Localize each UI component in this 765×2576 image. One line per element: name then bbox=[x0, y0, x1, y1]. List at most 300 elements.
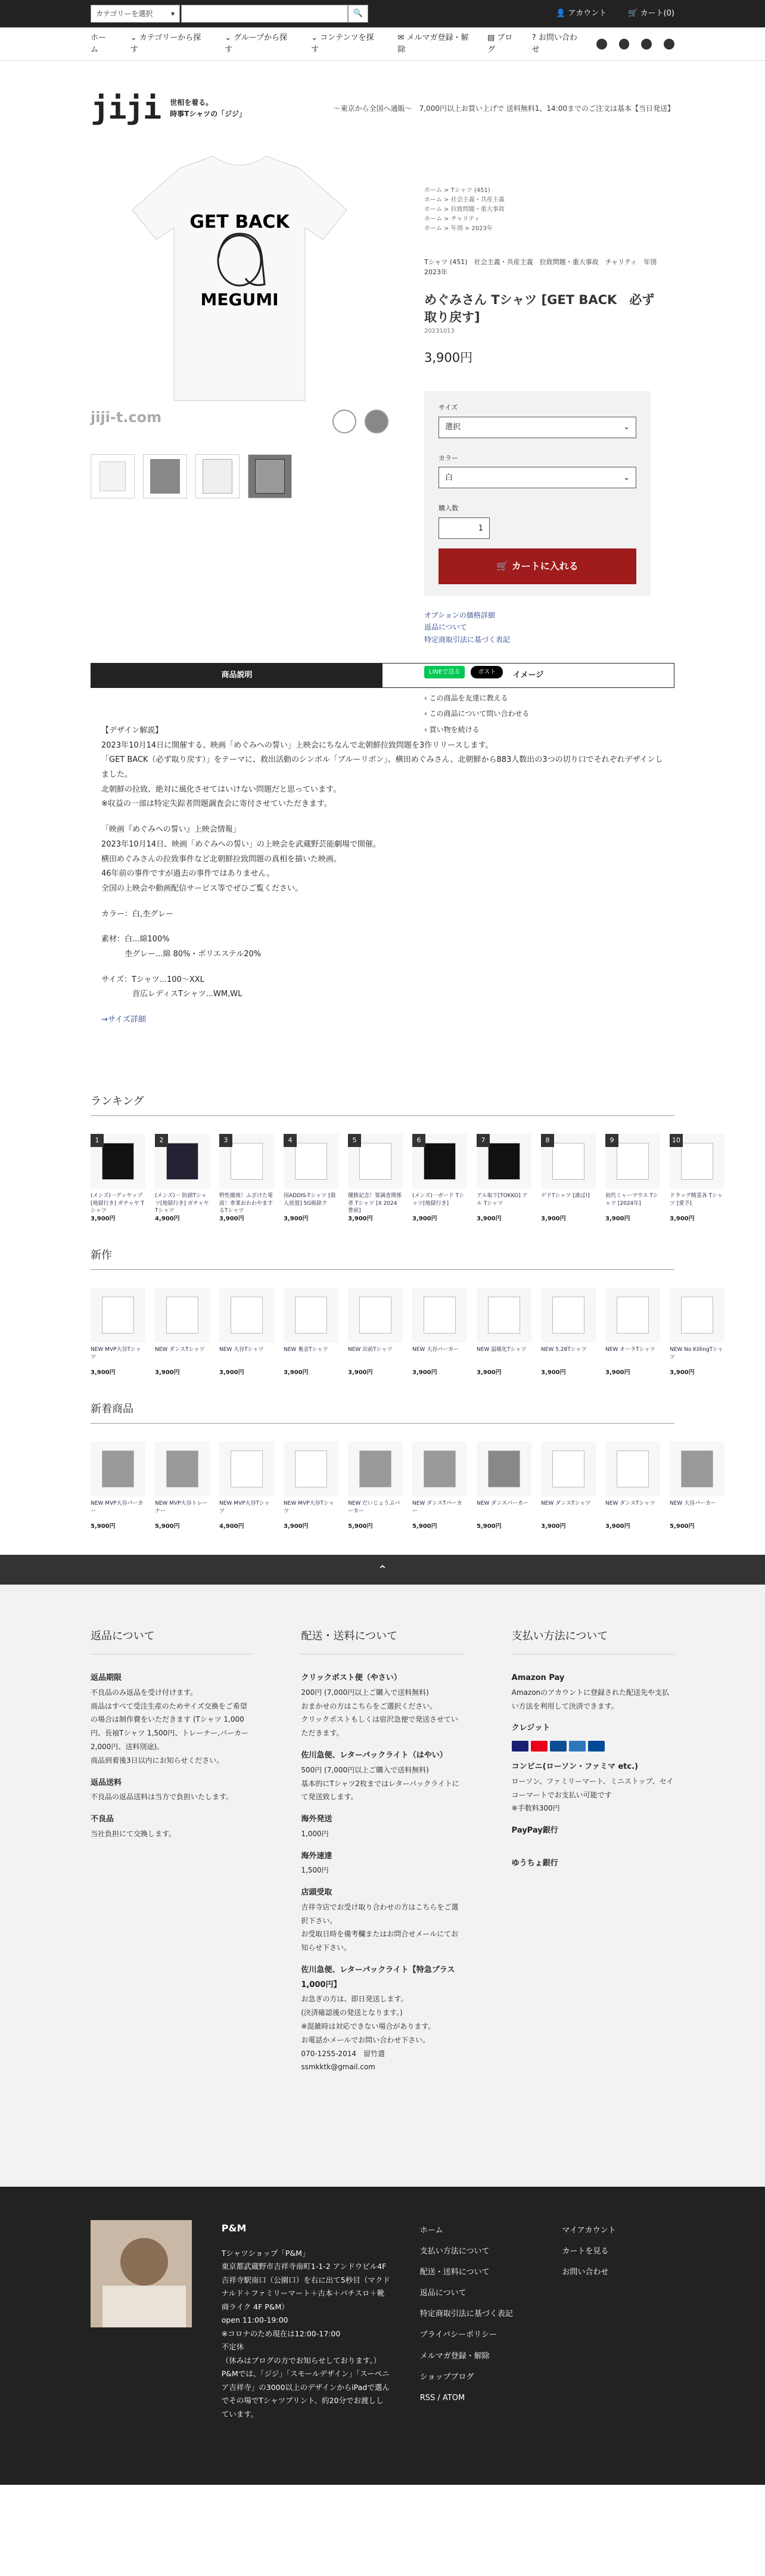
product-card[interactable] bbox=[670, 1442, 724, 1531]
product-thumbnail[interactable] bbox=[605, 1134, 660, 1189]
tab-image[interactable]: イメージ bbox=[512, 671, 544, 680]
tshirt-illustration bbox=[108, 144, 371, 407]
shirt-thumb bbox=[681, 1297, 713, 1334]
product-name[interactable]: NEW MVP大谷Tシャツ bbox=[219, 1501, 270, 1514]
mail-link[interactable] bbox=[397, 32, 475, 55]
product-name[interactable]: NEW だいじょうぶパーカー bbox=[348, 1501, 400, 1514]
product-name[interactable]: NEW MVP大谷Tシャツ bbox=[284, 1501, 334, 1514]
product-thumbnail[interactable] bbox=[670, 1134, 724, 1189]
diners-icon bbox=[588, 1741, 605, 1752]
product-thumbnail[interactable] bbox=[348, 1442, 403, 1496]
convenience-heading: コンビニ(ローソン・ファミマ etc.) bbox=[511, 1762, 638, 1772]
product-card[interactable] bbox=[605, 1442, 660, 1531]
thumbnail-white[interactable] bbox=[91, 454, 135, 498]
product-card[interactable] bbox=[412, 1134, 467, 1223]
express-text: お急ぎの方は、即日発送します。 (決済確認後の発送となります。) ※混雑時は対応できない場合があります。 お電話かメールでお問い合わせ下さい。 070-1255-2014 留竹遣 ssmkktk@gmail.com bbox=[301, 1995, 436, 2072]
convenience-text: ローソン、ファミリーマート、ミニストップ、セイコーマートでお支払い可能です ※手数料300円 bbox=[511, 1777, 674, 1813]
add-to-cart-label: カートに入れる bbox=[511, 560, 579, 572]
x-share-button[interactable]: ポスト bbox=[471, 666, 503, 678]
payment-column bbox=[512, 1626, 674, 2145]
product-thumbnail[interactable] bbox=[477, 1442, 531, 1496]
shirt-thumb bbox=[231, 1297, 263, 1334]
product-name[interactable]: NEW ダンスTシャツ bbox=[541, 1501, 591, 1506]
footer-link[interactable]: お問い合わせ bbox=[562, 2268, 609, 2277]
size-value: 選択 bbox=[445, 423, 461, 432]
jcb-icon bbox=[550, 1741, 567, 1752]
product-price: 4,900円 bbox=[155, 1216, 180, 1222]
product-thumbnail[interactable] bbox=[219, 1442, 274, 1496]
product-card[interactable] bbox=[155, 1442, 210, 1531]
shirt-thumb bbox=[552, 1297, 584, 1334]
product-price: 3,900円 bbox=[284, 1523, 309, 1530]
product-thumbnail[interactable] bbox=[155, 1442, 210, 1496]
shirt-text-bottom: MEGUMI bbox=[200, 290, 279, 309]
shirt-thumb bbox=[166, 1297, 198, 1334]
option-price-link[interactable]: オプションの価格詳細 bbox=[424, 610, 495, 619]
footer-link[interactable]: マイアカウント bbox=[562, 2226, 616, 2235]
scroll-top-button[interactable] bbox=[0, 1555, 765, 1585]
breadcrumb-item[interactable]: ホーム > チャリティ bbox=[424, 216, 480, 222]
swatch-gray[interactable] bbox=[365, 410, 388, 433]
product-thumbnail[interactable] bbox=[605, 1442, 660, 1496]
footer-link[interactable]: RSS / ATOM bbox=[419, 2393, 465, 2403]
nav-category-label: カテゴリーから探す bbox=[130, 33, 201, 54]
product-card[interactable] bbox=[91, 1442, 145, 1531]
clickpost-heading: クリックポスト便（やさい） bbox=[301, 1673, 402, 1683]
product-thumbnail[interactable] bbox=[284, 1134, 338, 1189]
sagawa-heading: 佐川急便、レターパックライト（はやい） bbox=[301, 1751, 447, 1760]
product-thumbnail[interactable] bbox=[477, 1288, 531, 1343]
returns-link[interactable]: 返品について bbox=[424, 623, 467, 632]
product-price: 3,900円 bbox=[348, 1216, 373, 1222]
footer-link[interactable]: ホーム bbox=[419, 2226, 443, 2235]
product-thumbnail[interactable] bbox=[541, 1442, 596, 1496]
mail-icon: ✉ bbox=[397, 33, 407, 42]
arrivals-title: 新着商品 bbox=[91, 1401, 674, 1424]
shirt-thumb bbox=[552, 1450, 584, 1487]
nav-category[interactable] bbox=[130, 32, 208, 55]
ranking-grid bbox=[91, 1134, 723, 1223]
color-label: カラー bbox=[439, 454, 458, 462]
cart-icon: 🛒 bbox=[496, 560, 512, 572]
footer-links-main bbox=[420, 2220, 533, 2451]
product-thumbnail[interactable] bbox=[541, 1288, 596, 1343]
product-name[interactable]: NEW オーラTシャツ bbox=[605, 1347, 655, 1353]
product-thumbnail[interactable] bbox=[412, 1134, 467, 1189]
product-price: 3,900円 bbox=[91, 1216, 116, 1222]
qty-label: 購入数 bbox=[439, 504, 458, 513]
product-thumbnail[interactable] bbox=[155, 1288, 210, 1343]
returns-period-text: 不良品のみ返品を受け付けます。 商品はすべて受注生産のためサイズ交換をご希望の場合は制作費をいただきます (Tシャツ 1,000円、長袖Tシャツ 1,500円、トレーナー,パーカー 2,000円、送料別途)。 商品到着後3日以内にお知らせください。 bbox=[91, 1688, 248, 1765]
product-name[interactable]: NEW ダンスTパーカー bbox=[412, 1501, 462, 1514]
design-explanation: 【デザイン解説】 2023年10月14日に開催する、映画「めぐみへの誓い」上映会にちなんで北朝鮮拉致問題を3作リリースします。 「GET BACK（必ず取り戻す）」をテーマに、救出活動のシンボル「ブルーリボン」、横田めぐみさん、北朝鮮から883人数出の3つの切り口でそれぞれデザインしました。 北朝鮮の拉致、絶対に風化させてはいけない問題だと思っています。 ※収益の一部は特定失踪者問題調査会に寄付させていただきます。 bbox=[101, 726, 663, 809]
product-card[interactable] bbox=[412, 1288, 467, 1377]
product-name[interactable]: NEW 大谷パーカー bbox=[670, 1501, 716, 1506]
color-select[interactable] bbox=[439, 467, 636, 488]
facebook-icon[interactable] bbox=[641, 39, 652, 49]
action-links bbox=[424, 690, 663, 737]
product-name[interactable]: 野性撤廃！ふざけた電波！専業おわわやまするTシャツ bbox=[219, 1193, 273, 1214]
shirt-thumb bbox=[295, 1450, 327, 1487]
footer-link[interactable]: 支払い方法について bbox=[419, 2247, 490, 2256]
rank-badge: 5 bbox=[348, 1134, 361, 1147]
product-price: 3,900円 bbox=[219, 1216, 244, 1222]
rank-badge: 9 bbox=[605, 1134, 618, 1147]
defective-text: 当社負担にて交換します。 bbox=[91, 1829, 176, 1838]
amazonpay-heading: Amazon Pay bbox=[511, 1673, 565, 1683]
product-thumbnail[interactable] bbox=[670, 1442, 724, 1496]
product-name[interactable]: NEW ダンスTシャツ bbox=[605, 1501, 655, 1506]
product-gallery bbox=[91, 138, 400, 663]
chevron-down-icon: ▾ bbox=[170, 10, 175, 18]
share-buttons bbox=[424, 666, 663, 678]
product-card[interactable] bbox=[155, 1134, 210, 1223]
store-name: P&M bbox=[221, 2222, 247, 2234]
product-thumbnail[interactable] bbox=[91, 1134, 145, 1189]
site-header bbox=[0, 61, 765, 138]
shirt-thumb bbox=[681, 1450, 713, 1487]
product-name[interactable]: NEW ダンスTシャツ bbox=[155, 1347, 205, 1353]
screening-info: 「映画『めぐみへの誓い』上映会情報」 2023年10月14日、映画「めぐみへの誓い」の上映会を武蔵野芸能劇場で開催。 横田めぐみさんの拉致事件など北朝鮮拉致問題の真相を描いた映画。 46年前の事件ですが過去の事件ではありません。 全国の上映会や動画配信サービス等でぜひご覧ください。 bbox=[101, 825, 381, 893]
shirt-thumb bbox=[295, 1143, 327, 1180]
product-card[interactable] bbox=[284, 1442, 338, 1531]
user-icon: 👤 bbox=[556, 9, 568, 18]
product-name[interactable]: NEW 大谷Tシャツ bbox=[219, 1347, 264, 1353]
thumbnails bbox=[91, 454, 400, 498]
product-price: 3,900円 bbox=[412, 1369, 437, 1376]
product-price: 3,900円 bbox=[348, 1369, 373, 1376]
clickpost-text: 200円 (7,000円以上ご購入で送料無料) おまかせの方はこちらをご選択ください。 クリックポストもしくは宿沢急便で発送させていただきます。 bbox=[301, 1688, 458, 1738]
thumbnail-gray-print[interactable] bbox=[248, 454, 292, 498]
product-card[interactable] bbox=[91, 1288, 145, 1377]
mastercard-icon bbox=[531, 1741, 548, 1752]
contact-link[interactable] bbox=[532, 32, 584, 55]
returns-period-heading: 返品期限 bbox=[91, 1673, 122, 1683]
footer-links-account bbox=[562, 2220, 674, 2451]
product-price: 3,900円 bbox=[284, 1216, 309, 1222]
product-thumbnail[interactable] bbox=[219, 1288, 274, 1343]
shirt-thumb bbox=[102, 1297, 134, 1334]
product-name[interactable]: 優勝記念！要調査関係者 Tシャツ [X 2024 豊前] bbox=[348, 1193, 402, 1214]
paypay-heading: PayPay銀行 bbox=[511, 1826, 558, 1836]
amex-icon bbox=[569, 1741, 586, 1752]
product-thumbnail[interactable] bbox=[412, 1442, 467, 1496]
continue-shopping-link[interactable] bbox=[424, 722, 663, 737]
product-card[interactable] bbox=[670, 1134, 724, 1223]
thumbnail-gray-model[interactable] bbox=[143, 454, 187, 498]
product-tags[interactable]: Tシャツ (451) 社会主義・共産主義 拉致問題・重大事故 チャリティ 年別 2023年 bbox=[424, 258, 664, 276]
youtube-icon[interactable] bbox=[619, 39, 630, 49]
product-card[interactable] bbox=[219, 1134, 274, 1223]
footer-link[interactable]: メルマガ登録・解除 bbox=[419, 2351, 490, 2361]
search-input[interactable] bbox=[181, 5, 348, 23]
product-card[interactable] bbox=[412, 1442, 467, 1531]
product-card[interactable] bbox=[284, 1134, 338, 1223]
cart-link[interactable] bbox=[628, 8, 674, 20]
breadcrumb-item[interactable]: ホーム > Tシャツ (451) bbox=[424, 187, 490, 194]
shirt-thumb bbox=[681, 1143, 713, 1180]
main-nav bbox=[0, 27, 765, 61]
blog-link[interactable] bbox=[487, 32, 520, 55]
swatch-white[interactable] bbox=[332, 410, 356, 433]
tell-friend-label: この商品を友達に教える bbox=[429, 693, 508, 702]
size-detail-link[interactable]: →サイズ詳細 bbox=[101, 1015, 146, 1024]
x-icon[interactable] bbox=[596, 39, 607, 49]
product-thumbnail[interactable] bbox=[284, 1442, 338, 1496]
shipping-column bbox=[301, 1626, 464, 2145]
footer-link[interactable]: プライバシーポリシー bbox=[419, 2330, 497, 2340]
shirt-thumb bbox=[617, 1143, 649, 1180]
product-thumbnail[interactable] bbox=[91, 1442, 145, 1496]
rank-badge: 2 bbox=[155, 1134, 168, 1147]
amazonpay-text: Amazonのアカウントに登録された配送先や支払い方法を利用して決済できます。 bbox=[511, 1688, 670, 1710]
product-card[interactable] bbox=[541, 1134, 596, 1223]
product-price: 5,900円 bbox=[155, 1523, 180, 1530]
chevron-up-icon: ⌃ bbox=[377, 1563, 388, 1577]
arrivals-section bbox=[0, 1401, 765, 1531]
color-info: カラー：白,杢グレー bbox=[101, 909, 174, 919]
product-name[interactable]: NEW 大谷パーカー bbox=[412, 1347, 459, 1353]
product-title: めぐみさん Tシャツ [GET BACK 必ず取り戻す] bbox=[424, 293, 655, 325]
product-thumbnail[interactable] bbox=[605, 1288, 660, 1343]
product-name[interactable]: アル取下[TOKKO] アル Tシャツ bbox=[477, 1193, 528, 1207]
product-thumbnail[interactable] bbox=[91, 1288, 145, 1343]
product-name[interactable]: 初代ミャーマウス Tシャツ [2024年] bbox=[605, 1193, 658, 1207]
shirt-thumb bbox=[424, 1297, 456, 1334]
chevron-left-icon: ‹ bbox=[424, 693, 430, 702]
shipping-notice: ～東京から全国へ通販～ 7,000円以上お買い上げで 送料無料1、14:00までのご注文は基本【当日発送】 bbox=[333, 104, 674, 113]
arrivals-grid bbox=[91, 1442, 716, 1531]
product-thumbnail[interactable] bbox=[348, 1288, 403, 1343]
product-card[interactable] bbox=[155, 1288, 210, 1377]
thumbnail-white-print[interactable] bbox=[195, 454, 240, 498]
product-price: 4,900円 bbox=[219, 1523, 244, 1530]
product-card[interactable] bbox=[348, 1442, 403, 1531]
chevron-down-icon: ⌄ bbox=[311, 33, 321, 42]
account-link[interactable] bbox=[556, 8, 607, 20]
product-price: 5,900円 bbox=[348, 1523, 373, 1530]
ranking-section bbox=[0, 1093, 765, 1223]
pickup-text: 吉祥寺店でお受け取り合わせの方はこちらをご選択下さい。 お受取日時を備考欄またはお問合せメールにてお知らせ下さい。 bbox=[301, 1902, 459, 1952]
product-price: 3,900円 bbox=[91, 1369, 116, 1376]
inquire-link[interactable] bbox=[424, 706, 663, 721]
search-button[interactable] bbox=[348, 5, 368, 23]
footer-link[interactable]: 返品について bbox=[419, 2289, 467, 2298]
chevron-down-icon: ⌄ bbox=[225, 33, 234, 42]
product-card[interactable] bbox=[605, 1134, 660, 1223]
visa-icon bbox=[512, 1741, 528, 1752]
shirt-thumb bbox=[359, 1143, 391, 1180]
product-price: 3,900円 bbox=[424, 350, 473, 365]
product-price: 3,900円 bbox=[412, 1216, 437, 1222]
nav-content-label: コンテンツを探す bbox=[311, 33, 374, 54]
product-name[interactable]: (メンズ)一グッヤップ[地獄行き] ガチャヤ Tシャツ bbox=[91, 1193, 144, 1214]
size-select[interactable] bbox=[439, 417, 636, 438]
product-name[interactable]: NEW MVP大谷トレーナー bbox=[155, 1501, 208, 1514]
store-text: Tシャツショップ「P&M」 東京都武蔵野市吉祥寺南町1-1-2 アンドウビル4F 吉祥寺駅南口（公園口）を右に出て5秒目（マクドナルド＋ファミリーマート＋古本＋パチスロ＋靴商ライク 4F P&M） open 11:00-19:00 ※コロナのため現在は12:00-17:00 不定休 （休みはブログの方でお知らせしております。） P&Mでは、「ジジ」「スモールデザイン」「スーペニア吉祥寺」の3000以上のデザインからiPadで選んでその場でTシャツプリント、約20分でお渡ししています。 bbox=[221, 2248, 390, 2419]
product-price: 3,900円 bbox=[670, 1369, 695, 1376]
product-name[interactable]: (メンズ)一 防錆Tシャツ[地獄行き] ガチャヤ Tシャツ bbox=[155, 1193, 209, 1214]
line-share-button[interactable]: LINEで送る bbox=[424, 666, 465, 678]
overseas-text: 1,000円 bbox=[301, 1829, 329, 1838]
store-info bbox=[222, 2220, 390, 2451]
tab-description[interactable]: 商品説明 bbox=[91, 664, 382, 687]
product-code: 20231013 bbox=[424, 327, 455, 334]
product-name[interactable]: NEW 温暖化Tシャツ bbox=[477, 1347, 527, 1353]
product-links bbox=[424, 609, 663, 646]
product-name[interactable]: NEW No KillingTシャツ bbox=[670, 1347, 723, 1360]
product-thumbnail[interactable] bbox=[541, 1134, 596, 1189]
shirt-text-top: GET BACK bbox=[189, 212, 290, 233]
cart-icon: 🛒 bbox=[628, 9, 640, 18]
tell-friend-link[interactable] bbox=[424, 690, 663, 706]
product-name[interactable]: NEW MVP大谷Tシャツ bbox=[91, 1347, 141, 1360]
shirt-thumb bbox=[295, 1297, 327, 1334]
breadcrumb-item[interactable]: ホーム > 年別 > 2023年 bbox=[424, 225, 493, 232]
product-price: 3,900円 bbox=[541, 1523, 566, 1530]
shirt-thumb bbox=[424, 1450, 456, 1487]
size-info: サイズ：Tシャツ...100〜XXL 首広レディスTシャツ...WM,WL bbox=[101, 975, 242, 999]
chevron-left-icon: ‹ bbox=[424, 725, 430, 734]
product-card[interactable] bbox=[477, 1288, 531, 1377]
product-thumbnail[interactable] bbox=[155, 1134, 210, 1189]
product-name[interactable]: NEW 裏金Tシャツ bbox=[284, 1347, 328, 1353]
store-photo bbox=[91, 2220, 192, 2327]
defective-heading: 不良品 bbox=[91, 1815, 114, 1824]
payment-heading: 支払い方法について bbox=[512, 1626, 674, 1654]
product-card[interactable] bbox=[348, 1288, 403, 1377]
product-thumbnail[interactable] bbox=[477, 1134, 531, 1189]
shirt-thumb bbox=[231, 1143, 263, 1180]
breadcrumb-item[interactable]: ホーム > 社会主義・共産主義 bbox=[424, 197, 505, 203]
shirt-thumb bbox=[359, 1450, 391, 1487]
shipping-heading: 配送・送料について bbox=[301, 1626, 464, 1654]
express-heading: 佐川急便、レターパックライト【特急プラス1,000円】 bbox=[301, 1965, 455, 1989]
product-name[interactable]: (メンズ)一ガード Tシャツ[地獄行き] bbox=[412, 1193, 465, 1207]
inquire-label: この商品について問い合わせる bbox=[429, 709, 530, 718]
new-section bbox=[0, 1247, 765, 1377]
category-select-label: カテゴリーを選択 bbox=[96, 10, 153, 18]
product-card[interactable] bbox=[348, 1134, 403, 1223]
chevron-down-icon: ⌄ bbox=[623, 423, 630, 432]
store-footer bbox=[0, 2187, 765, 2485]
category-select[interactable] bbox=[91, 5, 180, 23]
product-card[interactable] bbox=[605, 1288, 660, 1377]
order-form bbox=[424, 391, 651, 596]
shirt-thumb bbox=[617, 1450, 649, 1487]
product-thumbnail[interactable] bbox=[284, 1288, 338, 1343]
product-card[interactable] bbox=[670, 1288, 724, 1377]
shirt-thumb bbox=[166, 1450, 198, 1487]
rank-badge: 6 bbox=[412, 1134, 425, 1147]
product-price: 5,900円 bbox=[670, 1523, 695, 1530]
tagline-line1: 世相を着る。 bbox=[170, 98, 213, 107]
color-value: 白 bbox=[445, 473, 453, 482]
product-card[interactable] bbox=[219, 1442, 274, 1531]
nav-content[interactable] bbox=[311, 32, 381, 55]
product-name[interactable]: ゲドTシャツ [誰ば!] bbox=[541, 1193, 590, 1199]
yucho-heading: ゆうちょ銀行 bbox=[511, 1858, 558, 1868]
product-card[interactable] bbox=[91, 1134, 145, 1223]
footer-link[interactable]: カートを見る bbox=[562, 2247, 609, 2256]
footer-link[interactable]: 特定商取引法に基づく表記 bbox=[419, 2310, 513, 2319]
new-title: 新作 bbox=[91, 1247, 674, 1270]
shirt-thumb bbox=[552, 1143, 584, 1180]
product-name[interactable]: NEW ダンスパーカー bbox=[477, 1501, 528, 1506]
product-price: 3,900円 bbox=[284, 1369, 309, 1376]
quantity-input[interactable]: 1 bbox=[439, 517, 490, 539]
product-thumbnail[interactable] bbox=[412, 1288, 467, 1343]
chevron-down-icon: ⌄ bbox=[623, 473, 630, 482]
footer-link[interactable]: 配送・送料について bbox=[419, 2268, 490, 2277]
sagawa-text: 500円 (7,000円以上ご購入で送料無料) 基本的にTシャツ2枚まではレターパックライトにて発送致します。 bbox=[301, 1765, 459, 1802]
shirt-thumb bbox=[617, 1297, 649, 1334]
instagram-icon[interactable] bbox=[664, 39, 674, 49]
product-thumbnail[interactable] bbox=[219, 1134, 274, 1189]
rank-badge: 8 bbox=[541, 1134, 554, 1147]
returns-shipping-text: 不良品の返品送料は当方で負担いたします。 bbox=[91, 1793, 234, 1802]
new-grid bbox=[91, 1288, 723, 1377]
product-name[interactable]: NEW 出前Tシャツ bbox=[348, 1347, 393, 1353]
shirt-thumb bbox=[102, 1450, 134, 1487]
product-price: 3,900円 bbox=[541, 1369, 566, 1376]
product-price: 3,900円 bbox=[477, 1216, 502, 1222]
nav-group[interactable] bbox=[225, 32, 294, 55]
product-name[interactable]: NEW 5.28Tシャツ bbox=[541, 1347, 587, 1353]
product-card[interactable] bbox=[477, 1134, 531, 1223]
tagline-line2: 時事Tシャツの「ジジ」 bbox=[170, 110, 246, 118]
site-logo[interactable]: jiji bbox=[91, 91, 161, 126]
product-card[interactable] bbox=[541, 1442, 596, 1531]
legal-link[interactable]: 特定商取引法に基づく表記 bbox=[424, 635, 511, 644]
chevron-down-icon: ⌄ bbox=[130, 33, 139, 42]
product-card[interactable] bbox=[284, 1288, 338, 1377]
product-card[interactable] bbox=[541, 1288, 596, 1377]
breadcrumb-item[interactable]: ホーム > 拉致問題・重大事故 bbox=[424, 206, 505, 213]
continue-shopping-label: 買い物を続ける bbox=[429, 725, 480, 734]
product-price: 3,900円 bbox=[605, 1369, 630, 1376]
product-price: 5,900円 bbox=[412, 1523, 437, 1530]
product-name[interactable]: ドラッグ精霊各 Tシャツ [愛予] bbox=[670, 1193, 723, 1207]
shirt-thumb bbox=[488, 1297, 520, 1334]
shirt-thumb bbox=[424, 1143, 456, 1180]
product-card[interactable] bbox=[219, 1288, 274, 1377]
product-price: 3,900円 bbox=[541, 1216, 566, 1222]
overseas-heading: 海外発送 bbox=[301, 1815, 332, 1824]
footer-link[interactable]: ショップブログ bbox=[419, 2372, 474, 2382]
watermark: jiji-t.com bbox=[91, 409, 162, 426]
returns-shipping-heading: 返品送料 bbox=[91, 1778, 122, 1787]
product-card[interactable] bbox=[477, 1442, 531, 1531]
footer-info bbox=[0, 1585, 765, 2187]
mail-label: メルマガ登録・解除 bbox=[397, 33, 469, 54]
ranking-title: ランキング bbox=[91, 1093, 674, 1116]
size-label: サイズ bbox=[439, 404, 458, 412]
rank-badge: 4 bbox=[284, 1134, 297, 1147]
add-to-cart-button[interactable] bbox=[439, 548, 636, 584]
product-name[interactable]: 国ADDIS-Tシャツ [殺人放置] 5G吸除ク bbox=[284, 1193, 336, 1207]
product-main-image[interactable] bbox=[108, 144, 371, 407]
product-thumbnail[interactable] bbox=[348, 1134, 403, 1189]
product-name[interactable]: NEW MVP大谷パーカー bbox=[91, 1501, 144, 1514]
overseas-express-text: 1,500円 bbox=[301, 1866, 329, 1875]
rank-badge: 7 bbox=[477, 1134, 490, 1147]
rank-badge: 3 bbox=[219, 1134, 232, 1147]
pickup-heading: 店頭受取 bbox=[301, 1888, 332, 1898]
product-price: 3,900円 bbox=[219, 1369, 244, 1376]
product-thumbnail[interactable] bbox=[670, 1288, 724, 1343]
nav-home[interactable]: ホーム bbox=[91, 33, 107, 54]
